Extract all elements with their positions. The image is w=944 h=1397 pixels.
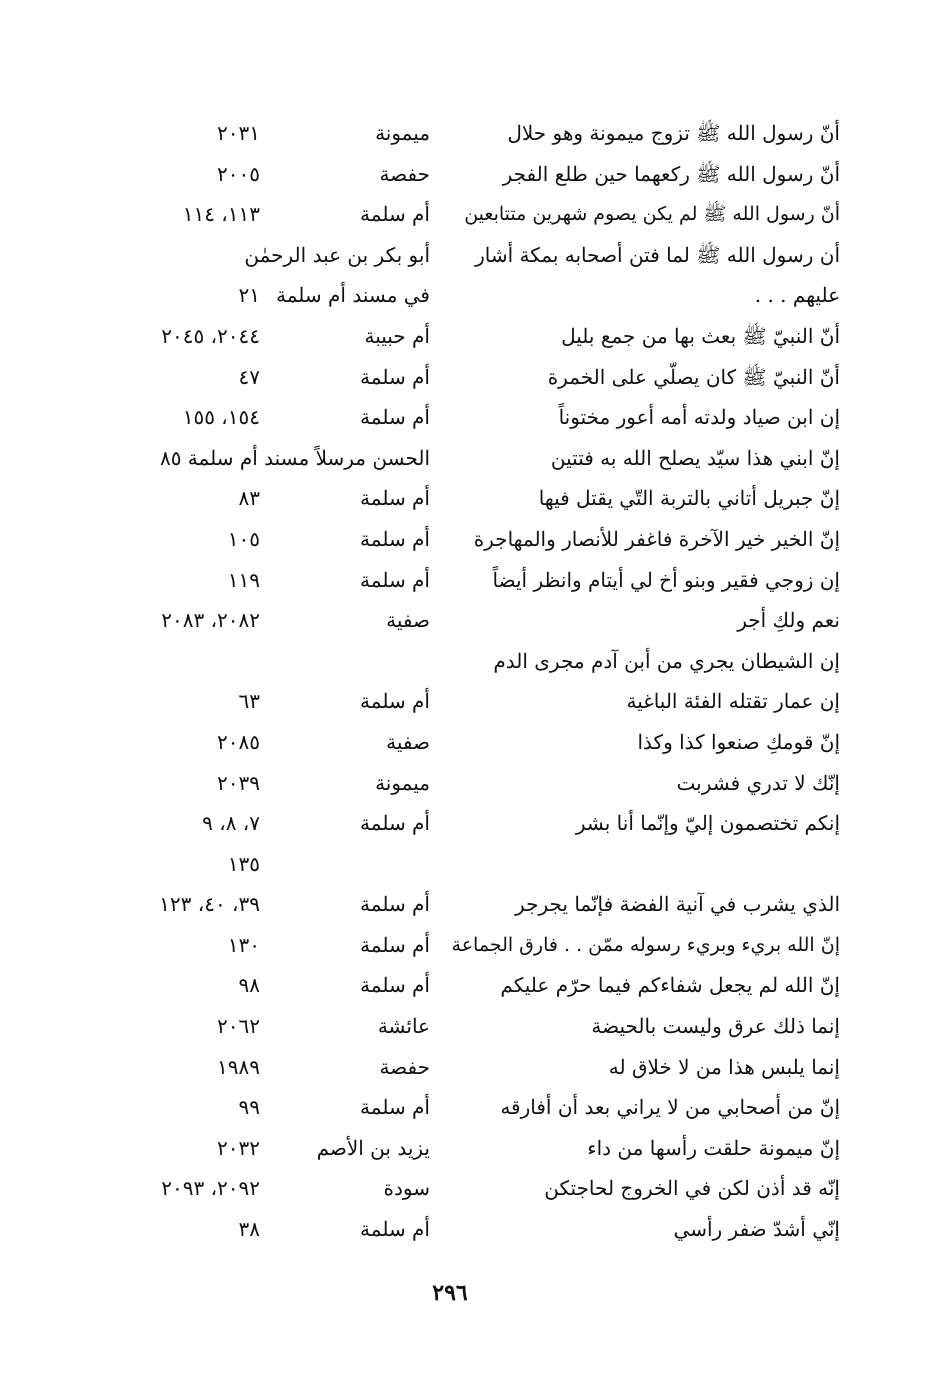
index-row: [60, 316, 840, 357]
hadith-text: إن زوجي فقير وبنو أخ لي أيتام وانظر أيضاً: [492, 567, 840, 592]
hadith-text: [450, 844, 840, 885]
hadith-numbers: ١١٣، ١١٤: [182, 202, 260, 227]
hadith-text: إن ابن صياد ولدته أمه أعور مختوناً: [558, 405, 840, 430]
index-row: [60, 1087, 840, 1128]
narrator: أم سلمة: [360, 364, 430, 389]
index-row: [60, 1047, 840, 1088]
narrator: عائشة: [377, 1014, 430, 1039]
index-row: [60, 1128, 840, 1169]
narrator: حفصة: [379, 1054, 430, 1079]
hadith-numbers: ٢٠٤٤، ٢٠٤٥: [161, 323, 260, 348]
hadith-text: أنّ رسول الله ﷺ ركعهما حين طلع الفجر: [502, 161, 840, 186]
index-row: [60, 722, 840, 763]
hadith-numbers: [60, 235, 260, 276]
narrator: في مسند أم سلمة: [276, 283, 430, 308]
index-row: [60, 681, 840, 722]
hadith-text: أنّ النبيّ ﷺ بعث بها من جمع بليل: [561, 323, 840, 348]
hadith-numbers: ١٩٨٩: [217, 1054, 260, 1079]
hadith-numbers: ١٣٥: [227, 851, 260, 876]
hadith-numbers: ٦٣: [238, 689, 260, 714]
index-row: [60, 844, 840, 885]
narrator: الحسن مرسلاً مسند أم سلمة ٨٥: [159, 445, 430, 470]
hadith-text: إنّ الله بريء وبريء رسوله ممّن . . فارق الجماعة: [451, 933, 840, 956]
hadith-numbers: ١٥٤، ١٥٥: [182, 405, 260, 430]
index-row: [60, 194, 840, 235]
index-row: [60, 884, 840, 925]
index-row: [60, 438, 840, 479]
index-row: [60, 235, 840, 276]
narrator: أم سلمة: [360, 1095, 430, 1120]
narrator: ميمونة: [375, 770, 430, 795]
index-row: [60, 600, 840, 641]
hadith-text: أنّ رسول الله ﷺ تزوج ميمونة وهو حلال: [507, 121, 840, 145]
hadith-numbers: ١١٩: [227, 567, 260, 592]
narrator: صفية: [386, 729, 430, 754]
index-row: [60, 154, 840, 195]
index-row: [60, 560, 840, 601]
index-row: [60, 803, 840, 844]
hadith-numbers: ٧، ٨، ٩: [202, 811, 260, 836]
page-number: ٢٩٦: [432, 1280, 468, 1306]
hadith-numbers: ٩٨: [238, 973, 260, 998]
hadith-text: إن الشيطان يجري من أبن آدم مجرى الدم: [493, 648, 840, 673]
hadith-text: إنكم تختصمون إليّ وإنّما أنا بشر: [575, 811, 840, 836]
narrator: صفية: [386, 608, 430, 633]
narrator: يزيد بن الأصم: [316, 1135, 430, 1160]
narrator: أم سلمة: [360, 811, 430, 836]
index-row: [60, 1006, 840, 1047]
index-row: [60, 965, 840, 1006]
hadith-text: إنّ قومكِ صنعوا كذا وكذا: [637, 729, 840, 754]
hadith-text: أن رسول الله ﷺ لما فتن أصحابه بمكة أشار: [475, 242, 840, 267]
index-row: [60, 275, 840, 316]
narrator: أبو بكر بن عبد الرحمٰن: [244, 242, 430, 267]
hadith-text: إن عمار تقتله الفئة الباغية: [626, 689, 840, 714]
hadith-numbers: ١٣٠: [227, 932, 260, 957]
hadith-numbers: ٣٩، ٤٠، ١٢٣: [159, 892, 260, 917]
narrator: أم حبيبة: [364, 323, 430, 348]
hadith-text: إنّ من أصحابي من لا يراني بعد أن أفارقه: [500, 1095, 840, 1120]
narrator: أم سلمة: [360, 932, 430, 957]
hadith-text: أنّ النبيّ ﷺ كان يصلّي على الخمرة: [547, 364, 840, 389]
hadith-numbers: ٢٠٨٥: [217, 729, 260, 754]
narrator: أم سلمة: [360, 405, 430, 430]
index-row: [60, 925, 840, 966]
hadith-index-list: [60, 113, 840, 1250]
index-row: [60, 641, 840, 682]
hadith-numbers: ٢٠٨٢، ٢٠٨٣: [161, 608, 260, 633]
hadith-text: إنّ الله لم يجعل شفاءكم فيما حرّم عليكم: [500, 973, 840, 998]
hadith-text: أنّ رسول الله ﷺ لم يكن يصوم شهرين متتابعين: [464, 203, 840, 226]
hadith-numbers: ١٠٥: [227, 526, 260, 551]
hadith-numbers: ٢٠٣٩: [217, 770, 260, 795]
hadith-numbers: ٢١: [238, 283, 260, 308]
narrator: أم سلمة: [360, 567, 430, 592]
narrator: أم سلمة: [360, 973, 430, 998]
hadith-text: عليهم . . .: [754, 283, 840, 308]
hadith-numbers: ٢٠٠٥: [217, 161, 260, 186]
index-row: [60, 478, 840, 519]
narrator: أم سلمة: [360, 526, 430, 551]
hadith-text: إنّه قد أذن لكن في الخروج لحاجتكن: [544, 1176, 840, 1201]
hadith-text: إنّ الخير خير الآخرة فاغفر للأنصار والمهاجرة: [473, 526, 840, 551]
hadith-numbers: ٨٣: [238, 486, 260, 511]
hadith-text: إنّ ميمونة حلقت رأسها من داء: [587, 1135, 840, 1160]
narrator: أم سلمة: [360, 486, 430, 511]
hadith-text: إنّ ابني هذا سيّد يصلح الله به فتتين: [550, 445, 840, 470]
hadith-numbers: ٢٠٣١: [217, 121, 260, 145]
index-row: [60, 357, 840, 398]
hadith-numbers: ٢٠٦٢: [217, 1014, 260, 1039]
index-row: [60, 519, 840, 560]
hadith-numbers: ٤٧: [238, 364, 260, 389]
hadith-numbers: ٩٩: [238, 1095, 260, 1120]
narrator: أم سلمة: [360, 1217, 430, 1242]
index-row: [60, 1209, 840, 1250]
index-row: [60, 1168, 840, 1209]
index-row: [60, 397, 840, 438]
hadith-text: نعم ولكِ أجر: [737, 608, 840, 633]
narrator: ميمونة: [375, 121, 430, 145]
hadith-text: إنّي أشدّ ضفر رأسي: [673, 1217, 840, 1242]
hadith-text: إنّك لا تدري فشربت: [676, 770, 840, 795]
hadith-numbers: [60, 641, 260, 682]
narrator: أم سلمة: [360, 202, 430, 227]
narrator: أم سلمة: [360, 892, 430, 917]
hadith-numbers: [60, 438, 260, 479]
hadith-text: إنما يلبس هذا من لا خلاق له: [608, 1054, 840, 1079]
hadith-text: إنّ جبريل أتاني بالتربة التّي يقتل فيها: [538, 486, 840, 511]
narrator: أم سلمة: [360, 689, 430, 714]
hadith-numbers: ٢٠٣٢: [217, 1135, 260, 1160]
narrator: سودة: [383, 1176, 430, 1201]
hadith-text: إنما ذلك عرق وليست بالحيضة: [591, 1014, 840, 1039]
index-row: [60, 763, 840, 804]
hadith-numbers: ٢٠٩٢، ٢٠٩٣: [161, 1176, 260, 1201]
index-row: [60, 113, 840, 154]
hadith-text: الذي يشرب في آنية الفضة فإنّما يجرجر: [515, 892, 840, 917]
hadith-numbers: ٣٨: [238, 1217, 260, 1242]
narrator: حفصة: [379, 161, 430, 186]
